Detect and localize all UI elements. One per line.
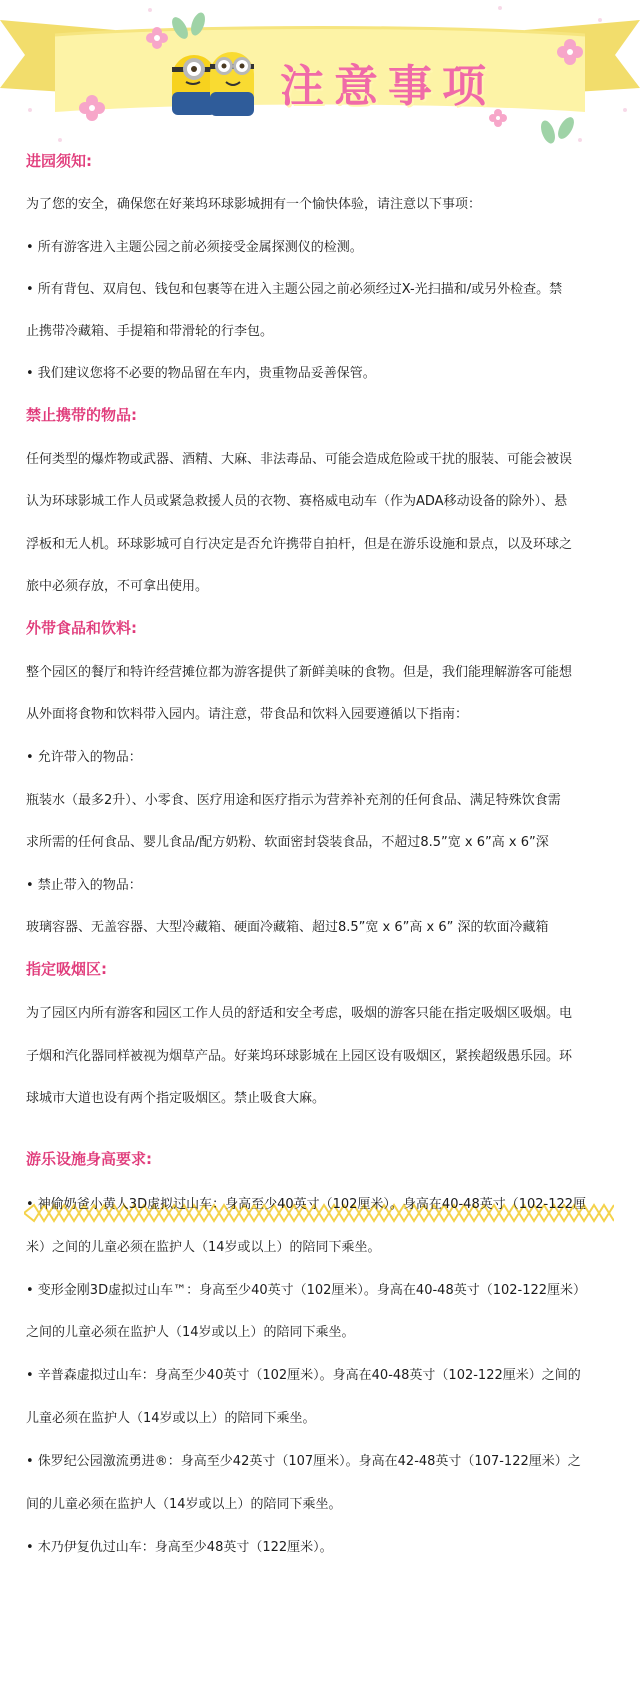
section-heading-height: 游乐设施身高要求: (26, 1150, 152, 1168)
section-heading-smoking: 指定吸烟区: (26, 960, 107, 978)
prohibited-text: 浮板和无人机。环球影城可自行决定是否允许携带自拍杆，但是在游乐设施和景点，以及环球之 (26, 537, 573, 552)
entry-bullet: • 我们建议您将不必要的物品留在车内，贵重物品妥善保管。 (26, 366, 376, 381)
food-allowed-label: • 允许带入的物品： (26, 750, 142, 765)
food-banned-label: • 禁止带入的物品： (26, 878, 142, 893)
smoking-text: 子烟和汽化器同样被视为烟草产品。好莱坞环球影城在上园区设有吸烟区，紧挨超级愚乐园。环 (26, 1049, 573, 1064)
ride-requirement: • 侏罗纪公园激流勇进®：身高至少42英寸（107厘米）。身高在42-48英寸（107-122厘米）之 (26, 1454, 581, 1469)
section-heading-food: 外带食品和饮料: (26, 619, 137, 637)
ride-requirement: • 神偷奶爸小黄人3D虚拟过山车：身高至少40英寸（102厘米）。身高在40-48英寸（102-122厘 (26, 1197, 587, 1212)
entry-bullet: • 所有游客进入主题公园之前必须接受金属探测仪的检测。 (26, 240, 363, 255)
section-heading-entry: 进园须知: (26, 152, 92, 170)
ride-requirement-continued: 间的儿童必须在监护人（14岁或以上）的陪同下乘坐。 (26, 1497, 342, 1512)
food-banned-text: 玻璃容器、无盖容器、大型冷藏箱、硬面冷藏箱、超过8.5”宽 x 6”高 x 6” 深的软面冷藏箱 (26, 920, 549, 935)
page-title: 注意事项 (280, 61, 496, 112)
food-text: 整个园区的餐厅和特许经营摊位都为游客提供了新鲜美味的食物。但是，我们能理解游客可能想 (26, 665, 573, 680)
food-text: 从外面将食物和饮料带入园内。请注意，带食品和饮料入园要遵循以下指南： (26, 707, 469, 722)
section-heading-prohibited: 禁止携带的物品: (26, 406, 137, 424)
ride-requirement: • 辛普森虚拟过山车：身高至少40英寸（102厘米）。身高在40-48英寸（102-122厘米）之间的 (26, 1368, 581, 1383)
entry-bullet: • 所有背包、双肩包、钱包和包裹等在进入主题公园之前必须经过X-光扫描和/或另外检查。禁 (26, 282, 563, 297)
header-banner (0, 0, 640, 150)
entry-bullet-continued: 止携带冷藏箱、手提箱和带滑轮的行李包。 (26, 324, 274, 339)
ride-requirement: • 木乃伊复仇过山车：身高至少48英寸（122厘米）。 (26, 1540, 333, 1555)
smoking-text: 球城市大道也设有两个指定吸烟区。禁止吸食大麻。 (26, 1091, 326, 1106)
food-allowed-text: 瓶装水（最多2升）、小零食、医疗用途和医疗指示为营养补充剂的任何食品、满足特殊饮食需 (26, 793, 561, 808)
ride-requirement: • 变形金刚3D虚拟过山车™：身高至少40英寸（102厘米）。身高在40-48英寸（102-122厘米） (26, 1283, 587, 1298)
entry-intro: 为了您的安全，确保您在好莱坞环球影城拥有一个愉快体验，请注意以下事项： (26, 197, 482, 212)
prohibited-text: 旅中必须存放，不可拿出使用。 (26, 579, 209, 594)
prohibited-text: 认为环球影城工作人员或紧急救援人员的衣物、赛格威电动车（作为ADA移动设备的除外）、悬 (26, 494, 568, 509)
ride-requirement-continued: 之间的儿童必须在监护人（14岁或以上）的陪同下乘坐。 (26, 1325, 355, 1340)
food-allowed-text: 求所需的任何食品、婴儿食品/配方奶粉、软面密封袋装食品，不超过8.5”宽 x 6”高 x 6”深 (26, 835, 549, 850)
ride-requirement-continued: 米）之间的儿童必须在监护人（14岁或以上）的陪同下乘坐。 (26, 1240, 381, 1255)
smoking-text: 为了园区内所有游客和园区工作人员的舒适和安全考虑，吸烟的游客只能在指定吸烟区吸烟。电 (26, 1006, 573, 1021)
ride-requirement-continued: 儿童必须在监护人（14岁或以上）的陪同下乘坐。 (26, 1411, 316, 1426)
prohibited-text: 任何类型的爆炸物或武器、酒精、大麻、非法毒品、可能会造成危险或干扰的服装、可能会被误 (26, 452, 573, 467)
